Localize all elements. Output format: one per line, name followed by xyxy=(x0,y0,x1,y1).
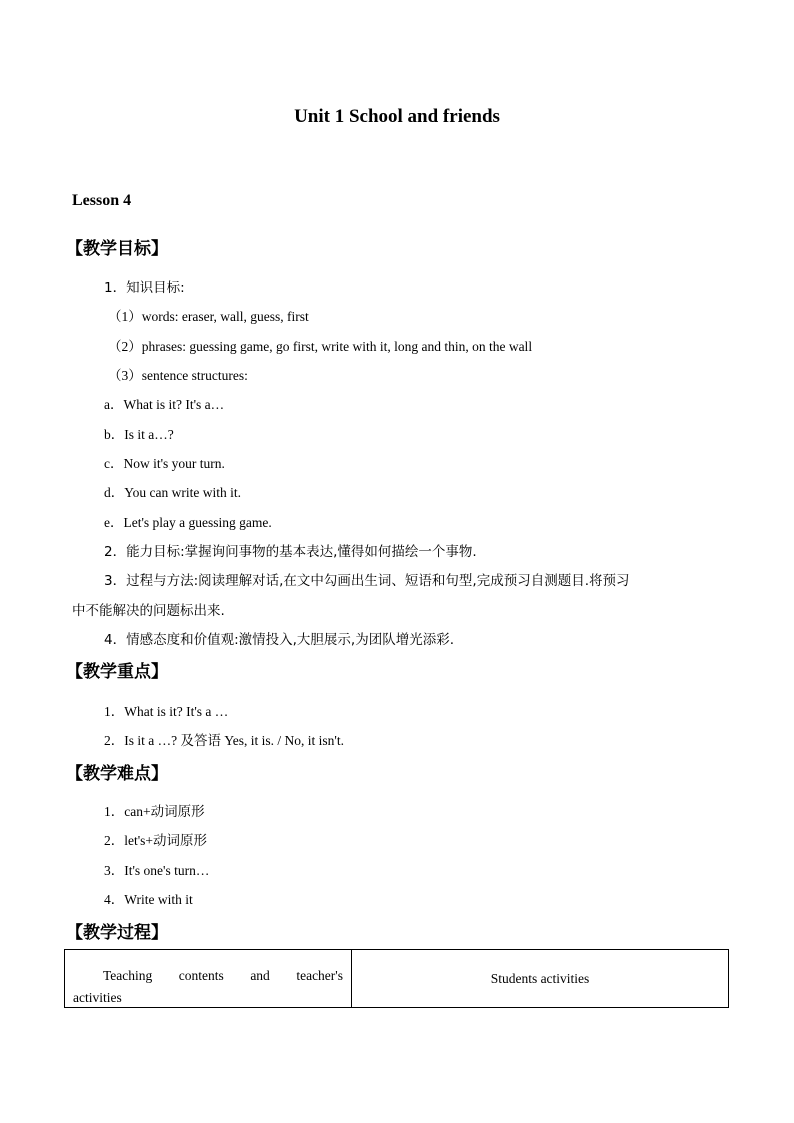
goal-phrases: （2）phrases: guessing game, go first, write with it, long and thin, on the wall xyxy=(108,339,533,354)
goal-attitude: 4．情感态度和价值观:激情投入,大胆展示,为团队增光添彩. xyxy=(104,632,455,648)
table-header-teacher-line2: activities xyxy=(73,990,122,1005)
section-heading-goals: 【教学目标】 xyxy=(66,239,168,259)
difficulty-1: 1．can+动词原形 xyxy=(104,804,205,819)
section-heading-difficulties: 【教学难点】 xyxy=(66,764,168,784)
structure-e: e．Let's play a guessing game. xyxy=(104,515,272,530)
structure-b: b．Is it a…? xyxy=(104,427,174,442)
structure-a: a．What is it? It's a… xyxy=(104,397,225,412)
process-table xyxy=(64,949,729,1008)
document-title: Unit 1 School and friends xyxy=(294,106,500,127)
goal-structures: （3）sentence structures: xyxy=(108,368,248,383)
structure-d: d．You can write with it. xyxy=(104,485,241,500)
goal-knowledge: 1．知识目标: xyxy=(104,280,185,296)
key-point-1: 1．What is it? It's a … xyxy=(104,704,229,719)
section-heading-process: 【教学过程】 xyxy=(66,923,168,943)
goal-process-line1: 3．过程与方法:阅读理解对话,在文中勾画出生词、短语和句型,完成预习自测题目.将预习 xyxy=(104,573,630,589)
difficulty-4: 4．Write with it xyxy=(104,892,193,907)
lesson-heading: Lesson 4 xyxy=(72,192,132,209)
goal-ability: 2．能力目标:掌握询问事物的基本表达,懂得如何描绘一个事物. xyxy=(104,544,477,560)
key-point-2: 2．Is it a …? 及答语 Yes, it is. / No, it isn't. xyxy=(104,733,344,748)
difficulty-3: 3．It's one's turn… xyxy=(104,863,210,878)
difficulty-2: 2．let's+动词原形 xyxy=(104,833,208,848)
structure-c: c．Now it's your turn. xyxy=(104,456,225,471)
table-header-teacher-line1: Teaching contents and teacher's xyxy=(103,968,343,983)
table-header-students: Students activities xyxy=(490,970,590,986)
section-heading-key-points: 【教学重点】 xyxy=(66,662,168,682)
goal-words: （1）words: eraser, wall, guess, first xyxy=(108,309,309,324)
goal-process-line2: 中不能解决的问题标出来. xyxy=(72,603,225,619)
table-header-teacher xyxy=(65,950,352,1007)
